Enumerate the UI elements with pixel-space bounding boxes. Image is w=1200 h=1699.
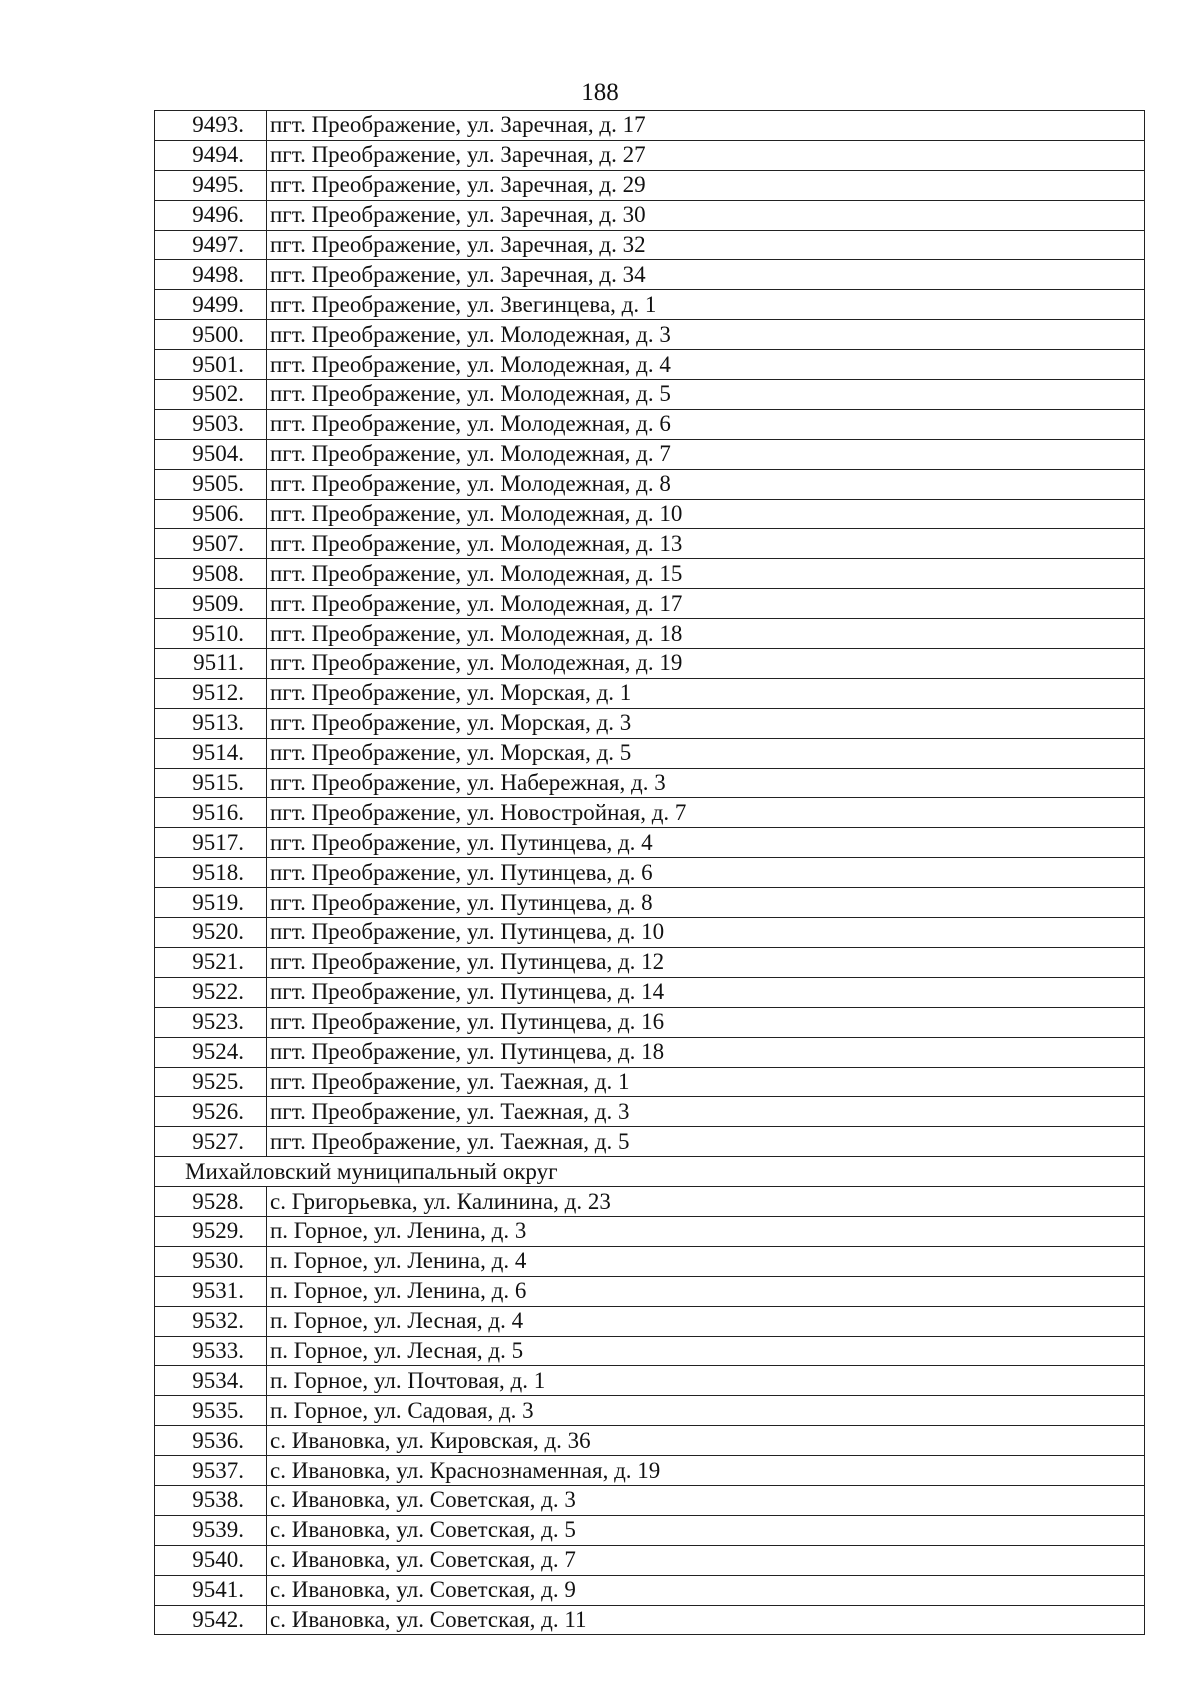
table-row <box>155 320 1145 350</box>
row-number: 9497. <box>155 230 267 260</box>
table-row <box>155 409 1145 439</box>
row-number: 9500. <box>155 320 267 350</box>
table-row <box>155 1426 1145 1456</box>
row-address: пгт. Преображение, ул. Набережная, д. 3 <box>267 768 1145 798</box>
row-address: с. Ивановка, ул. Советская, д. 9 <box>267 1575 1145 1605</box>
table-row <box>155 1575 1145 1605</box>
table-row <box>155 708 1145 738</box>
row-number: 9494. <box>155 140 267 170</box>
row-number: 9498. <box>155 260 267 290</box>
table-row <box>155 1187 1145 1217</box>
row-number: 9528. <box>155 1187 267 1217</box>
table-row <box>155 1127 1145 1157</box>
row-number: 9508. <box>155 559 267 589</box>
row-number: 9507. <box>155 529 267 559</box>
table-row <box>155 768 1145 798</box>
row-number: 9541. <box>155 1575 267 1605</box>
table-row <box>155 290 1145 320</box>
table-row <box>155 529 1145 559</box>
row-address: пгт. Преображение, ул. Заречная, д. 30 <box>267 200 1145 230</box>
row-address: с. Григорьевка, ул. Калинина, д. 23 <box>267 1187 1145 1217</box>
row-address: пгт. Преображение, ул. Путинцева, д. 10 <box>267 918 1145 948</box>
row-number: 9506. <box>155 499 267 529</box>
table-row <box>155 649 1145 679</box>
row-address: п. Горное, ул. Ленина, д. 6 <box>267 1276 1145 1306</box>
table-row <box>155 111 1145 141</box>
row-number: 9521. <box>155 947 267 977</box>
page-number: 188 <box>581 79 619 106</box>
table-row <box>155 619 1145 649</box>
row-number: 9511. <box>155 649 267 679</box>
row-number: 9502. <box>155 380 267 410</box>
table-row <box>155 350 1145 380</box>
table-row <box>155 589 1145 619</box>
table-row <box>155 1007 1145 1037</box>
row-address: пгт. Преображение, ул. Молодежная, д. 13 <box>267 529 1145 559</box>
section-title: Михайловский муниципальный округ <box>155 1157 1145 1187</box>
row-number: 9536. <box>155 1426 267 1456</box>
row-address: пгт. Преображение, ул. Таежная, д. 3 <box>267 1097 1145 1127</box>
table-row <box>155 858 1145 888</box>
row-number: 9529. <box>155 1216 267 1246</box>
row-number: 9495. <box>155 170 267 200</box>
row-number: 9514. <box>155 738 267 768</box>
row-number: 9522. <box>155 977 267 1007</box>
table-row <box>155 1276 1145 1306</box>
address-table <box>154 110 1145 1635</box>
row-number: 9501. <box>155 350 267 380</box>
row-address: пгт. Преображение, ул. Путинцева, д. 16 <box>267 1007 1145 1037</box>
table-row <box>155 380 1145 410</box>
row-address: пгт. Преображение, ул. Морская, д. 1 <box>267 678 1145 708</box>
row-address: с. Ивановка, ул. Советская, д. 11 <box>267 1605 1145 1635</box>
table-row <box>155 828 1145 858</box>
row-address: пгт. Преображение, ул. Молодежная, д. 4 <box>267 350 1145 380</box>
table-row <box>155 888 1145 918</box>
row-number: 9535. <box>155 1396 267 1426</box>
row-address: пгт. Преображение, ул. Путинцева, д. 4 <box>267 828 1145 858</box>
row-address: с. Ивановка, ул. Кировская, д. 36 <box>267 1426 1145 1456</box>
row-number: 9504. <box>155 439 267 469</box>
row-number: 9499. <box>155 290 267 320</box>
row-address: п. Горное, ул. Ленина, д. 3 <box>267 1216 1145 1246</box>
row-address: пгт. Преображение, ул. Молодежная, д. 10 <box>267 499 1145 529</box>
table-row <box>155 230 1145 260</box>
row-number: 9530. <box>155 1246 267 1276</box>
table-row <box>155 918 1145 948</box>
table-row <box>155 499 1145 529</box>
row-address: пгт. Преображение, ул. Молодежная, д. 5 <box>267 380 1145 410</box>
row-address: пгт. Преображение, ул. Заречная, д. 17 <box>267 111 1145 141</box>
row-address: п. Горное, ул. Лесная, д. 5 <box>267 1336 1145 1366</box>
row-address: пгт. Преображение, ул. Путинцева, д. 12 <box>267 947 1145 977</box>
row-address: с. Ивановка, ул. Советская, д. 3 <box>267 1485 1145 1515</box>
table-row <box>155 1097 1145 1127</box>
table-row <box>155 1216 1145 1246</box>
row-number: 9493. <box>155 111 267 141</box>
table-row <box>155 1067 1145 1097</box>
table-row <box>155 170 1145 200</box>
table-row <box>155 260 1145 290</box>
table-row <box>155 200 1145 230</box>
row-address: пгт. Преображение, ул. Путинцева, д. 14 <box>267 977 1145 1007</box>
table-row <box>155 798 1145 828</box>
row-number: 9537. <box>155 1456 267 1486</box>
table-row <box>155 439 1145 469</box>
row-address: пгт. Преображение, ул. Путинцева, д. 18 <box>267 1037 1145 1067</box>
table-row <box>155 1396 1145 1426</box>
row-number: 9518. <box>155 858 267 888</box>
row-number: 9509. <box>155 589 267 619</box>
table-row <box>155 1456 1145 1486</box>
row-address: п. Горное, ул. Садовая, д. 3 <box>267 1396 1145 1426</box>
row-number: 9519. <box>155 888 267 918</box>
row-number: 9531. <box>155 1276 267 1306</box>
row-address: пгт. Преображение, ул. Молодежная, д. 15 <box>267 559 1145 589</box>
row-number: 9525. <box>155 1067 267 1097</box>
row-number: 9512. <box>155 678 267 708</box>
row-address: пгт. Преображение, ул. Заречная, д. 32 <box>267 230 1145 260</box>
row-number: 9510. <box>155 619 267 649</box>
row-address: пгт. Преображение, ул. Новостройная, д. 7 <box>267 798 1145 828</box>
row-address: пгт. Преображение, ул. Путинцева, д. 6 <box>267 858 1145 888</box>
row-address: пгт. Преображение, ул. Морская, д. 3 <box>267 708 1145 738</box>
table-row <box>155 469 1145 499</box>
row-number: 9505. <box>155 469 267 499</box>
row-address: пгт. Преображение, ул. Молодежная, д. 7 <box>267 439 1145 469</box>
row-number: 9526. <box>155 1097 267 1127</box>
row-address: с. Ивановка, ул. Советская, д. 5 <box>267 1515 1145 1545</box>
row-number: 9533. <box>155 1336 267 1366</box>
row-number: 9534. <box>155 1366 267 1396</box>
table-row <box>155 947 1145 977</box>
row-address: пгт. Преображение, ул. Морская, д. 5 <box>267 738 1145 768</box>
row-address: пгт. Преображение, ул. Молодежная, д. 17 <box>267 589 1145 619</box>
row-number: 9515. <box>155 768 267 798</box>
row-address: пгт. Преображение, ул. Молодежная, д. 18 <box>267 619 1145 649</box>
table-row <box>155 1605 1145 1635</box>
row-number: 9523. <box>155 1007 267 1037</box>
row-address: пгт. Преображение, ул. Таежная, д. 5 <box>267 1127 1145 1157</box>
section-header-row <box>155 1157 1145 1187</box>
row-number: 9496. <box>155 200 267 230</box>
row-address: пгт. Преображение, ул. Таежная, д. 1 <box>267 1067 1145 1097</box>
row-address: пгт. Преображение, ул. Молодежная, д. 3 <box>267 320 1145 350</box>
row-number: 9532. <box>155 1306 267 1336</box>
table-row <box>155 1037 1145 1067</box>
table-row <box>155 1336 1145 1366</box>
row-address: п. Горное, ул. Лесная, д. 4 <box>267 1306 1145 1336</box>
table-row <box>155 140 1145 170</box>
row-number: 9538. <box>155 1485 267 1515</box>
table-row <box>155 678 1145 708</box>
table-row <box>155 1366 1145 1396</box>
row-address: пгт. Преображение, ул. Молодежная, д. 6 <box>267 409 1145 439</box>
row-address: пгт. Преображение, ул. Молодежная, д. 8 <box>267 469 1145 499</box>
table-row <box>155 1545 1145 1575</box>
table-row <box>155 1306 1145 1336</box>
row-address: п. Горное, ул. Ленина, д. 4 <box>267 1246 1145 1276</box>
table-row <box>155 977 1145 1007</box>
row-number: 9513. <box>155 708 267 738</box>
row-address: с. Ивановка, ул. Краснознаменная, д. 19 <box>267 1456 1145 1486</box>
row-address: п. Горное, ул. Почтовая, д. 1 <box>267 1366 1145 1396</box>
table-row <box>155 738 1145 768</box>
table-row <box>155 1515 1145 1545</box>
row-number: 9524. <box>155 1037 267 1067</box>
row-address: пгт. Преображение, ул. Путинцева, д. 8 <box>267 888 1145 918</box>
row-number: 9540. <box>155 1545 267 1575</box>
row-number: 9542. <box>155 1605 267 1635</box>
row-address: пгт. Преображение, ул. Заречная, д. 29 <box>267 170 1145 200</box>
table-row <box>155 1485 1145 1515</box>
row-address: пгт. Преображение, ул. Заречная, д. 27 <box>267 140 1145 170</box>
row-number: 9520. <box>155 918 267 948</box>
row-number: 9527. <box>155 1127 267 1157</box>
row-address: с. Ивановка, ул. Советская, д. 7 <box>267 1545 1145 1575</box>
table-row <box>155 559 1145 589</box>
row-number: 9517. <box>155 828 267 858</box>
row-number: 9539. <box>155 1515 267 1545</box>
row-address: пгт. Преображение, ул. Заречная, д. 34 <box>267 260 1145 290</box>
row-address: пгт. Преображение, ул. Молодежная, д. 19 <box>267 649 1145 679</box>
address-table-body <box>155 111 1145 1635</box>
table-row <box>155 1246 1145 1276</box>
row-number: 9516. <box>155 798 267 828</box>
row-number: 9503. <box>155 409 267 439</box>
row-address: пгт. Преображение, ул. Звегинцева, д. 1 <box>267 290 1145 320</box>
